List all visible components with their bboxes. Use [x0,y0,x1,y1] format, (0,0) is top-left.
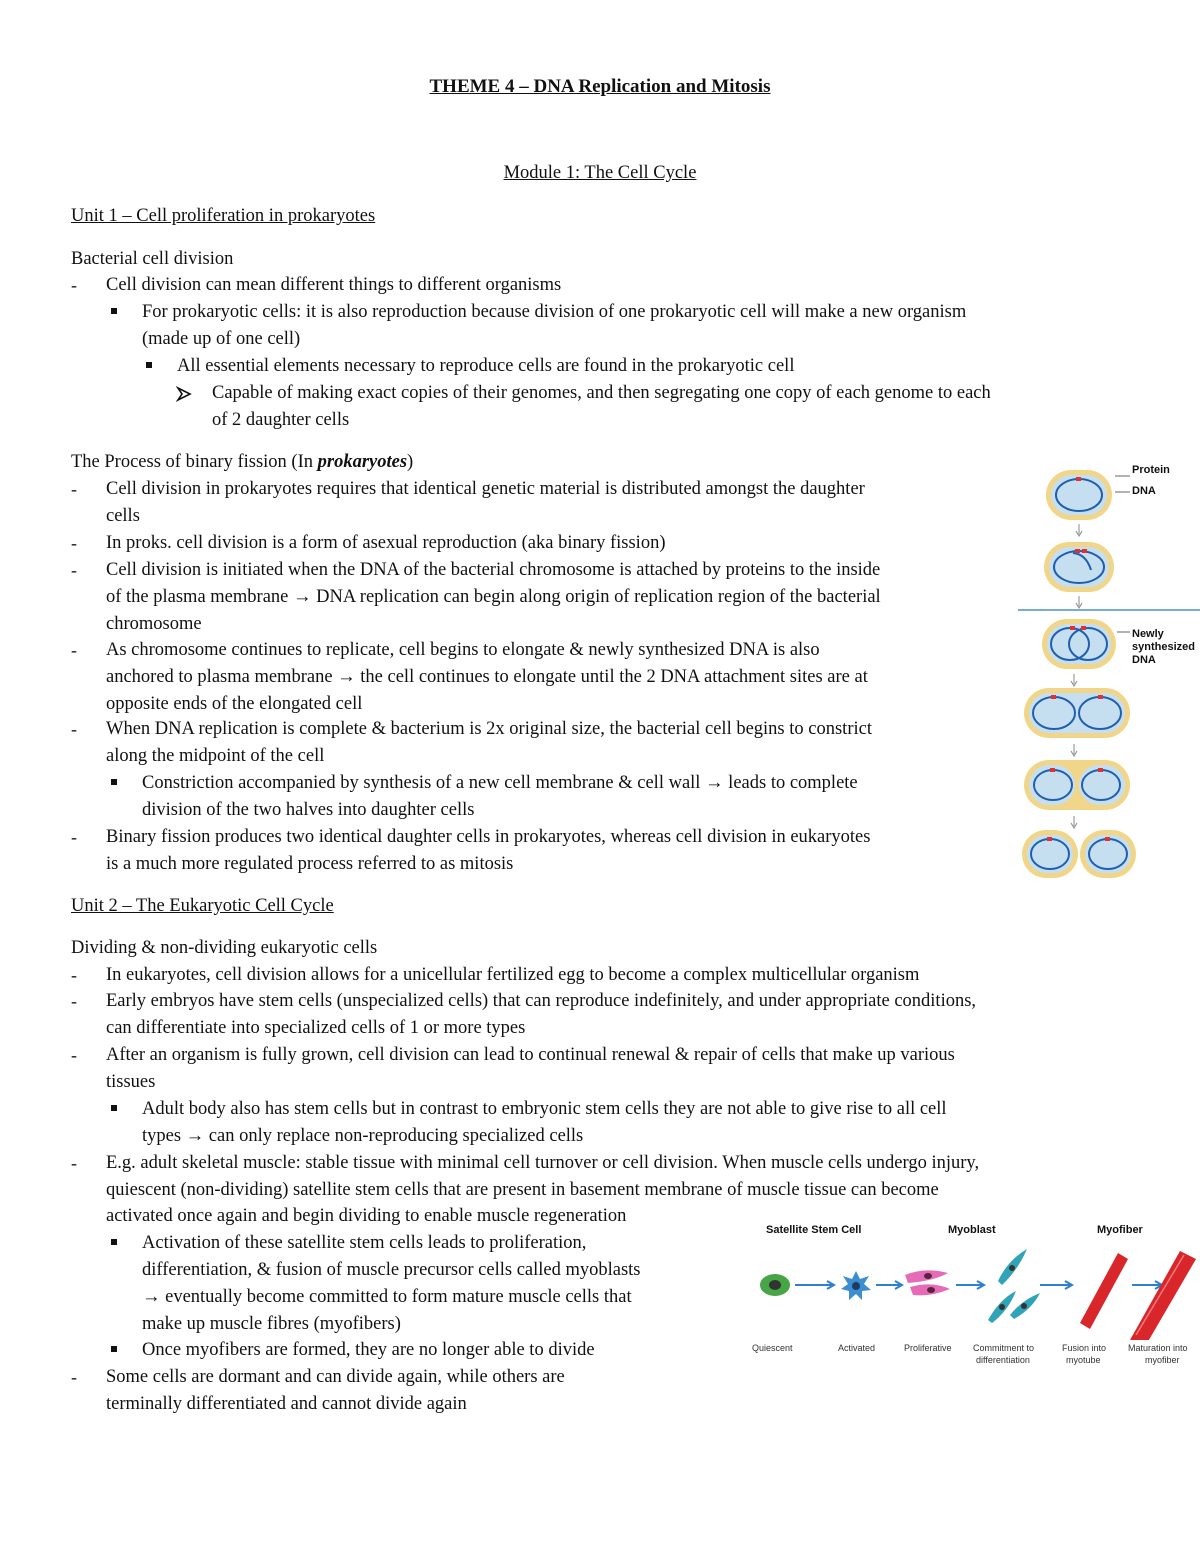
bullet-text: along the midpoint of the cell [106,746,325,766]
process-heading: The Process of binary fission (In prokaryotes) [71,452,414,472]
quiescent-cell-icon [760,1274,790,1296]
dash-bullet: - [71,719,77,739]
module-title: Module 1: The Cell Cycle [503,163,697,183]
dash-bullet: - [71,533,77,553]
figure-label-protein: Protein [1132,464,1170,476]
bullet-text: For prokaryotic cells: it is also reproduction because division of one prokaryotic cell will make a new organism [142,302,967,322]
fission-stage-4 [1024,688,1130,738]
dash-bullet: - [71,965,77,985]
stage-label-proliferative: Proliferative [904,1343,952,1353]
figure-label-newly: Newly [1132,628,1164,640]
stage-label-maturation: Maturation into [1128,1343,1188,1353]
square-bullet [111,308,117,314]
dash-bullet: - [71,275,77,295]
bullet-text: Cell division is initiated when the DNA of the bacterial chromosome is attached by proteins to the inside [106,560,881,580]
bullet-text: Constriction accompanied by synthesis of a new cell membrane & cell wall → leads to complete [142,773,858,793]
bullet-text: (made up of one cell) [142,329,301,349]
myofiber-icon [1130,1251,1196,1340]
unit1-heading: Unit 1 – Cell proliferation in prokaryotes [71,206,376,226]
stage-label-myofiber: myofiber [1145,1355,1180,1365]
bullet-text: can differentiate into specialized cells of 1 or more types [106,1018,526,1038]
bullet-text: When DNA replication is complete & bacterium is 2x original size, the bacterial cell begins to constrict [106,719,872,739]
figure-label-dna: DNA [1132,485,1156,497]
figure-header-satellite: Satellite Stem Cell [766,1224,862,1236]
figure-label-dna-2: DNA [1132,654,1156,666]
dash-bullet: - [71,827,77,847]
bullet-text: of 2 daughter cells [212,410,350,430]
bullet-text: Once myofibers are formed, they are no longer able to divide [142,1340,595,1360]
bullet-text: All essential elements necessary to reproduce cells are found in the prokaryotic cell [177,356,795,376]
bullet-text: Early embryos have stem cells (unspecialized cells) that can reproduce indefinitely, and under appropriate conditions, [106,991,977,1011]
bullet-text: types → can only replace non-reproducing specialized cells [142,1126,584,1146]
bullet-text: E.g. adult skeletal muscle: stable tissue with minimal cell turnover or cell division. When muscle cells undergo injury, [106,1153,980,1173]
bullet-text: Binary fission produces two identical daughter cells in prokaryotes, whereas cell division in eukaryotes [106,827,871,847]
figure-header-myoblast: Myoblast [948,1224,996,1236]
stage-label-myotube: myotube [1066,1355,1101,1365]
bullet-text: chromosome [106,614,202,634]
unit1-subheading: Bacterial cell division [71,249,234,269]
bullet-text: Adult body also has stem cells but in contrast to embryonic stem cells they are not able to give rise to all cell [142,1099,947,1119]
bullet-text: In proks. cell division is a form of asexual reproduction (aka binary fission) [106,533,666,553]
bullet-text: of the plasma membrane → DNA replication can begin along origin of replication region of the bacterial [106,587,881,607]
arrowhead-bullet-icon [176,386,192,402]
stage-label-quiescent: Quiescent [752,1343,793,1353]
fission-stage-5 [1024,760,1130,810]
bullet-text: is a much more regulated process referred to as mitosis [106,854,514,874]
dash-bullet: - [71,991,77,1011]
stage-label-activated: Activated [838,1343,876,1353]
bullet-text: Cell division can mean different things to different organisms [106,275,562,295]
dash-bullet: - [71,640,77,660]
bullet-text: activated once again and begin dividing to enable muscle regeneration [106,1206,627,1226]
bullet-text: After an organism is fully grown, cell division can lead to continual renewal & repair of cells that make up various [106,1045,955,1065]
bullet-text: tissues [106,1072,156,1092]
fission-stage-2 [1044,542,1114,592]
bullet-text: Activation of these satellite stem cells leads to proliferation, [142,1233,587,1253]
bullet-text: division of the two halves into daughter cells [142,800,475,820]
dash-bullet: - [71,1153,77,1173]
stage-label-commitment: Commitment to [973,1343,1035,1353]
protein-icon [1076,477,1081,481]
fission-stage-6 [1022,830,1136,878]
dash-bullet: - [71,560,77,580]
bullet-text: → eventually become committed to form mature muscle cells that [142,1287,632,1307]
page-title: THEME 4 – DNA Replication and Mitosis [429,76,771,97]
myotube-icon [1080,1253,1128,1329]
bullet-text: Cell division in prokaryotes requires that identical genetic material is distributed amongst the daughter [106,479,865,499]
figure-label-synthesized: synthesized [1132,641,1195,653]
unit2-subheading: Dividing & non-dividing eukaryotic cells [71,938,378,958]
bullet-text: differentiation, & fusion of muscle precursor cells called myoblasts [142,1260,641,1280]
dash-bullet: - [71,1367,77,1387]
bullet-text: quiescent (non-dividing) satellite stem cells that are present in basement membrane of muscle tissue can become [106,1180,939,1200]
stage-label-differentiation: differentiation [976,1355,1030,1365]
bullet-text: cells [106,506,140,526]
bullet-text: make up muscle fibres (myofibers) [142,1314,401,1334]
square-bullet [111,779,117,785]
muscle-regeneration-figure [750,1245,1200,1340]
bullet-text: opposite ends of the elongated cell [106,694,363,714]
bullet-text: As chromosome continues to replicate, cell begins to elongate & newly synthesized DNA is also [106,640,820,660]
square-bullet [111,1346,117,1352]
bullet-text: anchored to plasma membrane → the cell continues to elongate until the 2 DNA attachment sites are at [106,667,868,687]
dash-bullet: - [71,1045,77,1065]
proliferative-cell-icon [905,1270,950,1295]
fission-stage-1 [1046,470,1112,520]
binary-fission-figure [1018,466,1200,880]
square-bullet [146,362,152,368]
bullet-text: terminally differentiated and cannot divide again [106,1394,467,1414]
unit2-heading: Unit 2 – The Eukaryotic Cell Cycle [71,896,334,916]
bullet-text: Some cells are dormant and can divide again, while others are [106,1367,565,1387]
activated-cell-icon [841,1271,871,1300]
committed-cell-icon [988,1249,1040,1323]
fission-stage-3 [1042,619,1116,669]
stage-label-fusion: Fusion into [1062,1343,1107,1353]
bullet-text: Capable of making exact copies of their genomes, and then segregating one copy of each genome to each [212,383,991,403]
bullet-text: In eukaryotes, cell division allows for a unicellular fertilized egg to become a complex multicellular organism [106,965,920,985]
square-bullet [111,1239,117,1245]
figure-header-myofiber: Myofiber [1097,1224,1143,1236]
square-bullet [111,1105,117,1111]
dash-bullet: - [71,479,77,499]
